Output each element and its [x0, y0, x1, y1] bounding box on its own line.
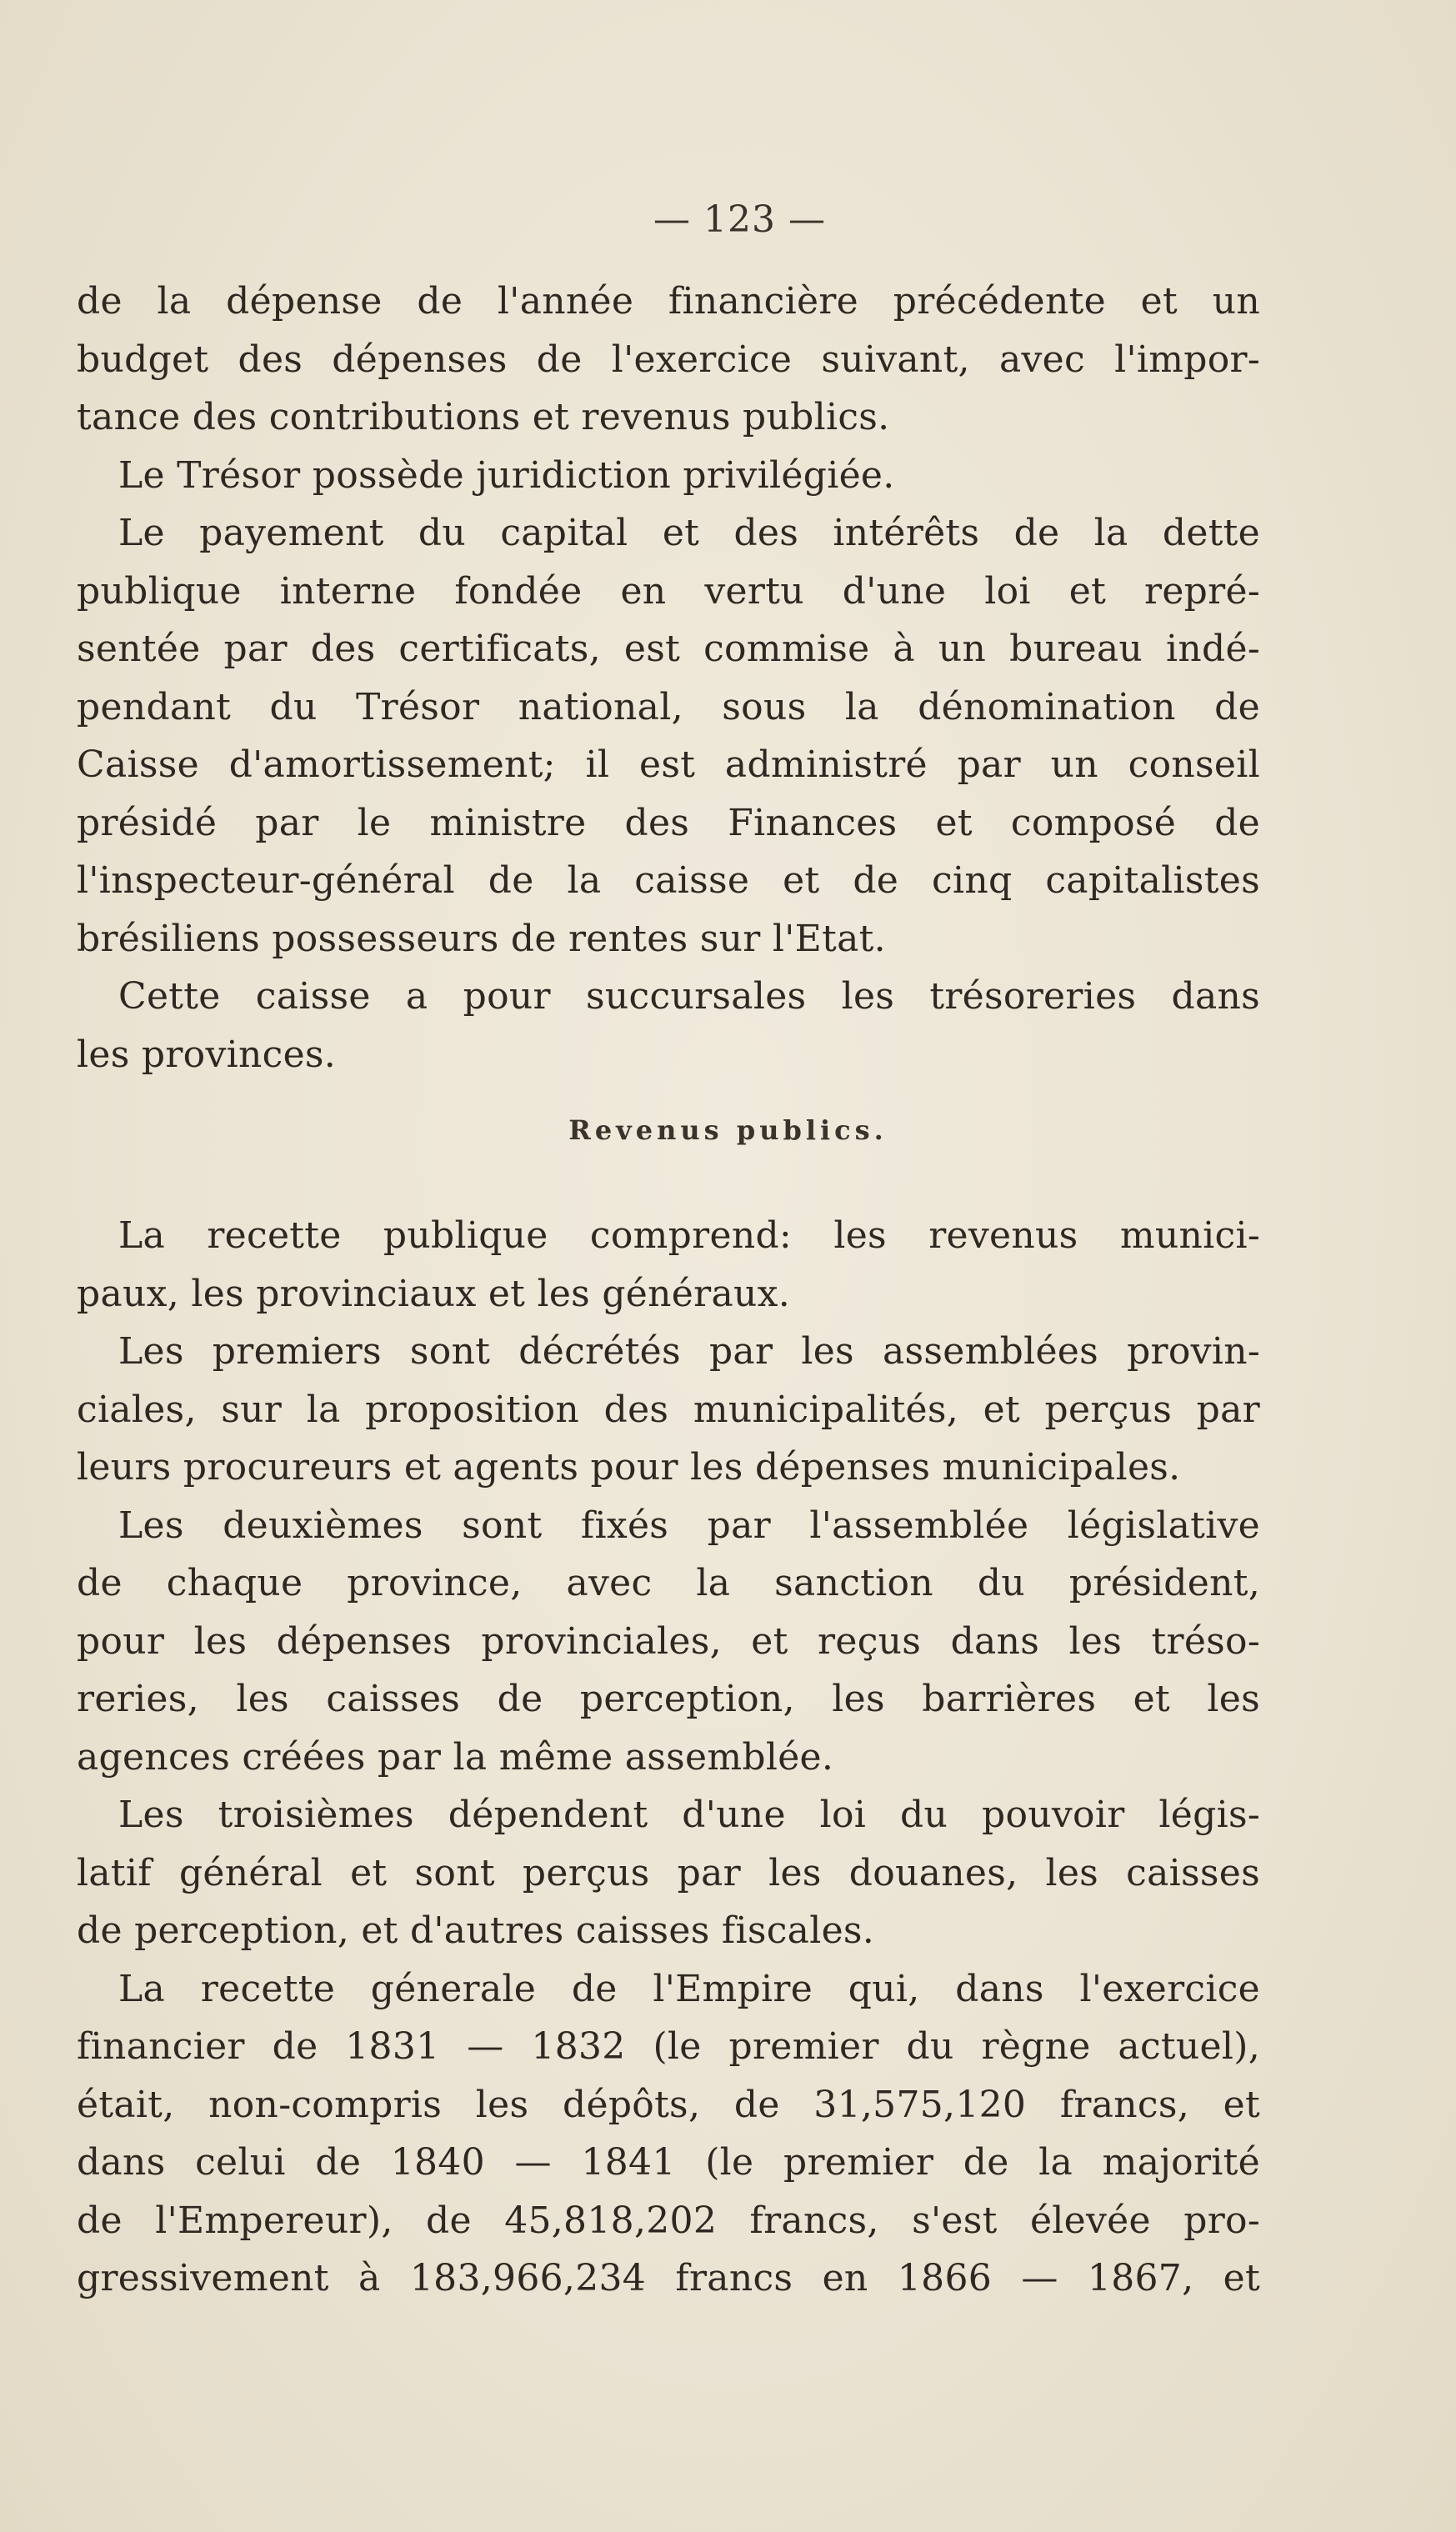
text-line: gressivement à 183,966,234 francs en 1866 — 1867, et: [77, 2257, 1260, 2299]
text-line: sentée par des certificats, est commise à un bureau indé-: [77, 628, 1260, 670]
text-line: latif général et sont perçus par les douanes, les caisses: [77, 1851, 1260, 1894]
text-line: de chaque province, avec la sanction du président,: [77, 1562, 1260, 1604]
text-line: agences créées par la même assemblée.: [77, 1735, 834, 1779]
text-line: La recette publique comprend: les revenus munici-: [118, 1214, 1260, 1257]
text-line: dans celui de 1840 — 1841 (le premier de la majorité: [77, 2141, 1260, 2184]
text-line: était, non-compris les dépôts, de 31,575,120 francs, et: [77, 2083, 1260, 2126]
text-line: présidé par le ministre des Finances et composé de: [77, 801, 1260, 844]
text-line: budget des dépenses de l'exercice suivant, avec l'impor-: [77, 338, 1260, 381]
text-line: pendant du Trésor national, sous la dénomination de: [77, 685, 1260, 728]
text-line: Les troisièmes dépendent d'une loi du pouvoir légis-: [118, 1794, 1260, 1836]
page-number: — 123 —: [653, 198, 826, 241]
text-line: leurs procureurs et agents pour les dépenses municipales.: [77, 1446, 1181, 1489]
text-line: l'inspecteur-général de la caisse et de cinq capitalistes: [77, 859, 1260, 902]
text-line: ciales, sur la proposition des municipalités, et perçus par: [77, 1388, 1260, 1431]
text-line: publique interne fondée en vertu d'une loi et repré-: [77, 569, 1260, 613]
text-line: Le Trésor possède juridiction privilégiée.: [118, 453, 895, 497]
text-line: brésiliens possesseurs de rentes sur l'Etat.: [77, 917, 886, 960]
section-heading: Revenus publics.: [568, 1114, 888, 1146]
body-text-top: [77, 273, 1260, 1083]
text-line: pour les dépenses provinciales, et reçus dans les tréso-: [77, 1619, 1260, 1663]
text-line: Le payement du capital et des intérêts de la dette: [118, 512, 1260, 554]
text-line: Les premiers sont décrétés par les assemblées provin-: [118, 1330, 1260, 1373]
text-line: tance des contributions et revenus publics.: [77, 396, 890, 438]
text-line: de la dépense de l'année financière précédente et un: [77, 280, 1260, 323]
text-line: financier de 1831 — 1832 (le premier du règne actuel),: [77, 2025, 1260, 2068]
text-line: de perception, et d'autres caisses fiscales.: [77, 1909, 875, 1952]
body-text-bottom: [77, 1207, 1260, 2308]
text-line: Caisse d'amortissement; il est administré par un conseil: [77, 743, 1260, 786]
text-line: de l'Empereur), de 45,818,202 francs, s'est élevée pro-: [77, 2199, 1260, 2242]
text-line: Les deuxièmes sont fixés par l'assemblée législative: [118, 1504, 1260, 1547]
text-line: paux, les provinciaux et les généraux.: [77, 1272, 791, 1315]
text-line: les provinces.: [77, 1033, 337, 1076]
text-line: reries, les caisses de perception, les barrières et les: [77, 1678, 1260, 1720]
text-line: La recette génerale de l'Empire qui, dans l'exercice: [118, 1967, 1260, 2010]
text-line: Cette caisse a pour succursales les trésoreries dans: [118, 975, 1260, 1018]
